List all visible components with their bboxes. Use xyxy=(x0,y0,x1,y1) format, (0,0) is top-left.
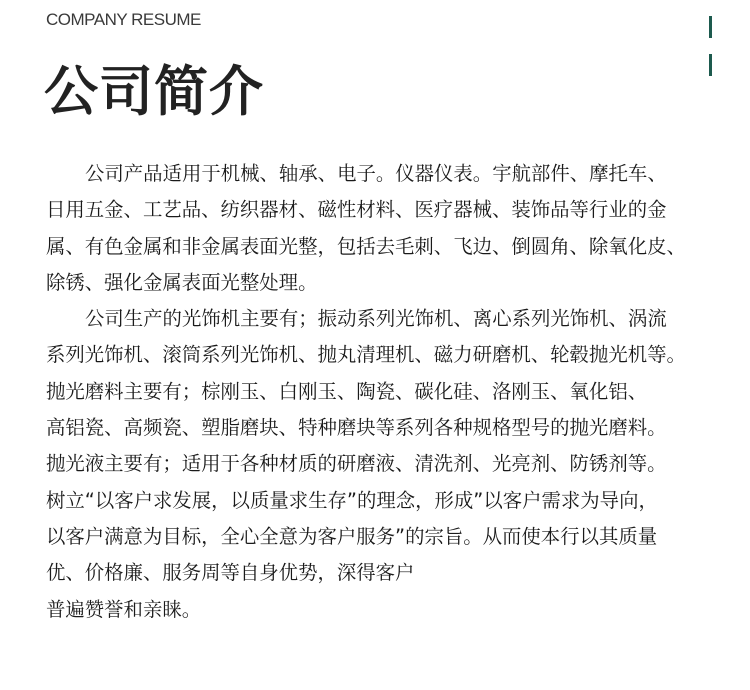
section-eyebrow: COMPANY RESUME xyxy=(46,10,201,29)
paragraph-line: 树立“以客户求发展，以质量求生存”的理念，形成”以客户需求为导向， xyxy=(46,488,658,512)
page-title: 公司简介 xyxy=(44,60,264,123)
accent-bar-top xyxy=(709,16,712,38)
paragraph-line: 日用五金、工艺品、纺织器材、磁性材料、医疗器械、装饰品等行业的金 xyxy=(46,198,667,222)
paragraph-line: 以客户满意为目标，全心全意为客户服务”的宗旨。从而使本行以其质量 xyxy=(46,524,658,548)
paragraph-line: 除锈、强化金属表面光整处理。 xyxy=(46,270,318,294)
paragraph-line: 普遍赞誉和亲睐。 xyxy=(46,597,202,621)
paragraph-line: 系列光饰机、滚筒系列光饰机、抛丸清理机、磁力研磨机、轮毂抛光机等。 xyxy=(46,343,686,367)
paragraph-line: 优、价格廉、服务周等自身优势，深得客户 xyxy=(46,561,415,585)
paragraph-line: 抛光磨料主要有；棕刚玉、白刚玉、陶瓷、碳化硅、洛刚玉、氧化铝、 xyxy=(46,379,648,403)
paragraph-line: 高铝瓷、高频瓷、塑脂磨块、特种磨块等系列各种规格型号的抛光磨料。 xyxy=(46,416,667,440)
company-description xyxy=(46,156,732,628)
paragraph-line: 抛光液主要有；适用于各种材质的研磨液、清洗剂、光亮剂、防锈剂等。 xyxy=(46,452,667,476)
paragraph-line: 公司产品适用于机械、轴承、电子。仪器仪表。宇航部件、摩托车、 xyxy=(85,162,667,185)
paragraph-line: 属、有色金属和非金属表面光整，包括去毛刺、飞边、倒圆角、除氧化皮、 xyxy=(46,234,686,258)
accent-bar-bottom xyxy=(709,54,712,76)
paragraph-line: 公司生产的光饰机主要有；振动系列光饰机、离心系列光饰机、涡流 xyxy=(85,307,667,331)
